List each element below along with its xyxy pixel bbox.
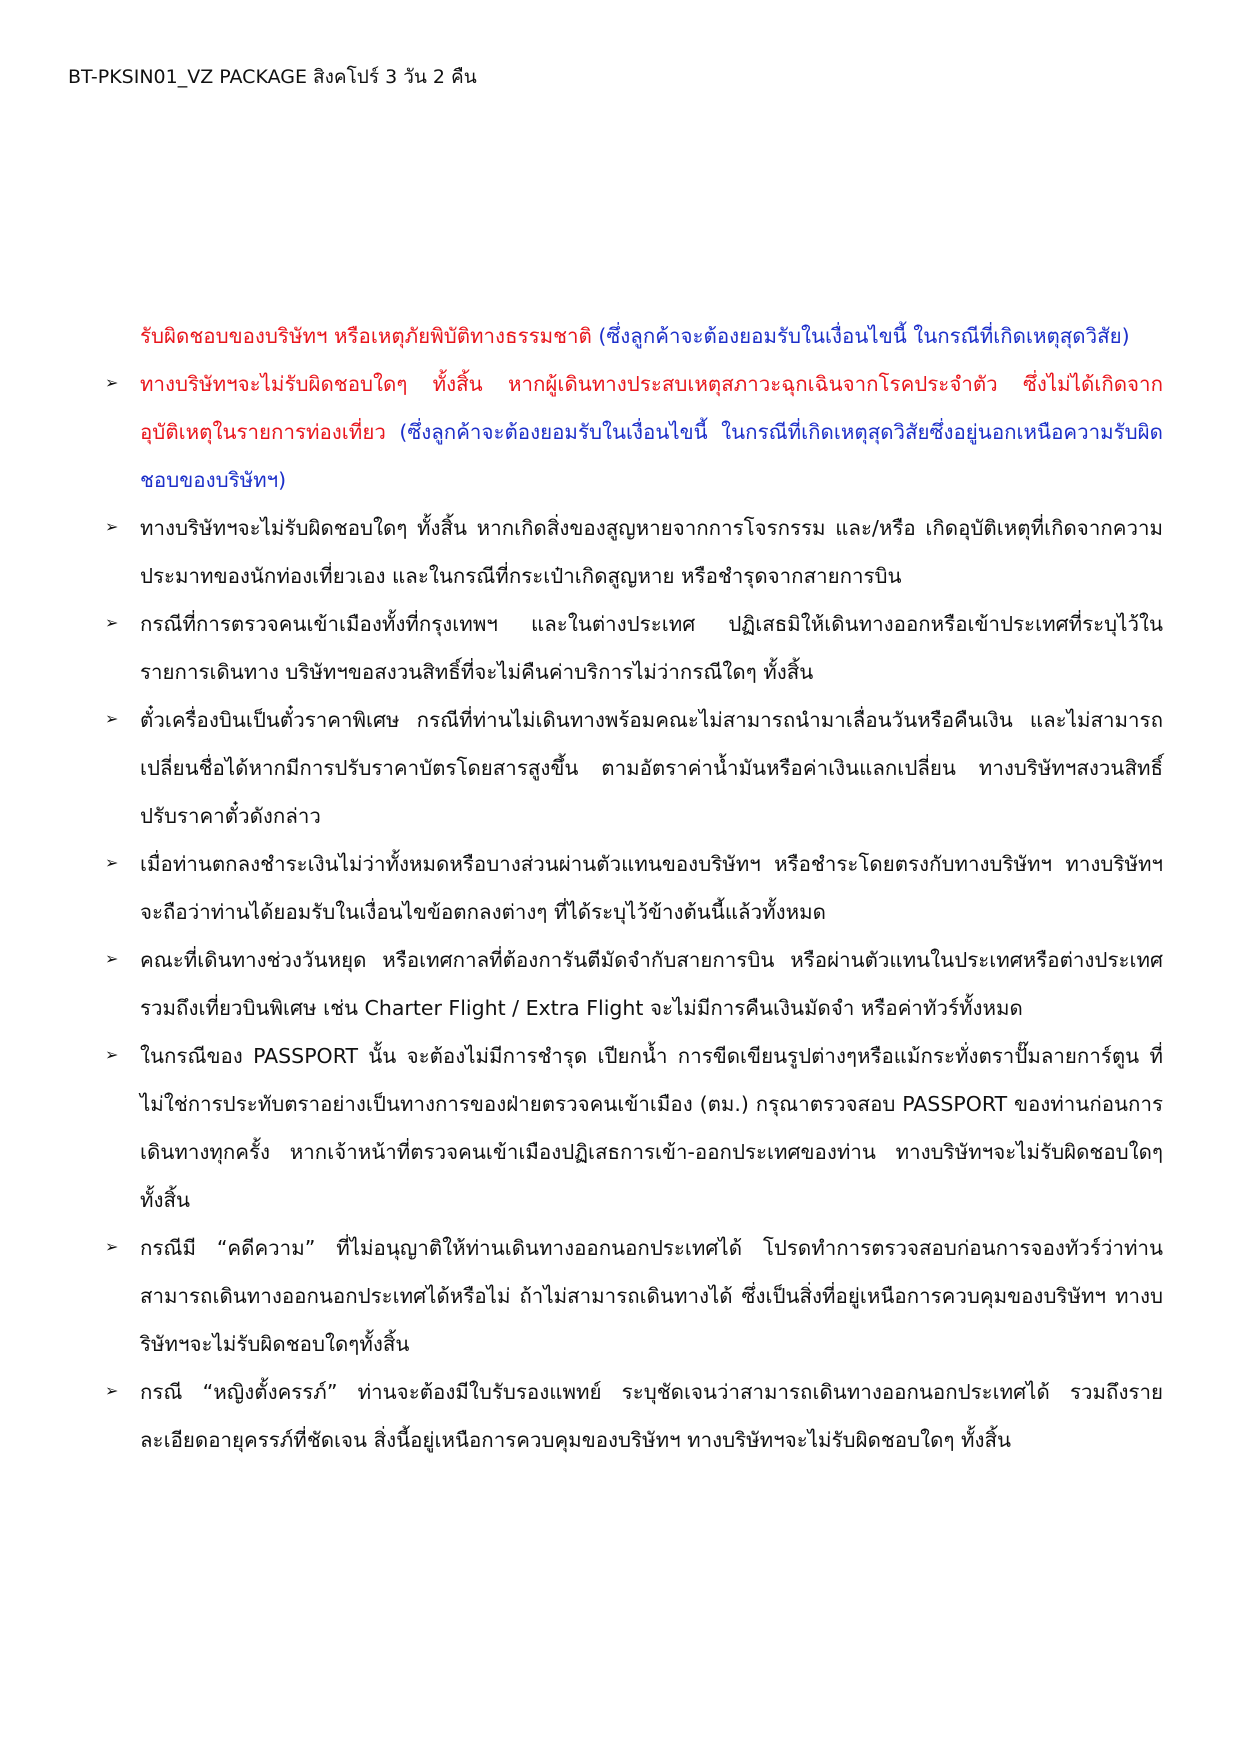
rule-text: กรณี “หญิงตั้งครรภ์” ท่านจะต้องมีใบรับรองแพทย์ ระบุชัดเจนว่าสามารถเดินทางออกนอกประเทศได้ รวมถึงรายละเอียดอายุครรภ์ที่ชัดเจน สิ่งนี้อยู่เหนือการควบคุมของบริษัทฯ ทางบริษัทฯจะไม่รับผิดชอบใดๆ ทั้งสิ้น: [140, 1380, 1163, 1452]
rule-item: [105, 1032, 1163, 1224]
intro-red-text: รับผิดชอบของบริษัทฯ หรือเหตุภัยพิบัติทางธรรมชาติ: [140, 324, 599, 348]
arrowhead-bullet-icon: ➢: [105, 1381, 119, 1400]
rule-item: [105, 600, 1163, 696]
rule-text: ตั๋วเครื่องบินเป็นตั๋วราคาพิเศษ กรณีที่ท่านไม่เดินทางพร้อมคณะไม่สามารถนำมาเลื่อนวันหรือคืนเงิน และไม่สามารถเปลี่ยนชื่อได้หากมีการปรับราคาบัตรโดยสารสูงขึ้น ตามอัตราค่าน้ำมันหรือค่าเงินแลกเปลี่ยน ทางบริษัทฯสงวนสิทธิ์ปรับราคาตั๋วดังกล่าว: [140, 708, 1163, 828]
document-header: BT-PKSIN01_VZ PACKAGE สิงคโปร์ 3 วัน 2 คืน: [68, 66, 477, 88]
rule-text: ทางบริษัทฯจะไม่รับผิดชอบใดๆ ทั้งสิ้น หากเกิดสิ่งของสูญหายจากการโจรกรรม และ/หรือ เกิดอุบัติเหตุที่เกิดจากความประมาทของนักท่องเที่ยวเอง และในกรณีที่กระเป๋าเกิดสูญหาย หรือชำรุดจากสายการบิน: [140, 516, 1163, 588]
rule-item: [105, 1224, 1163, 1368]
intro-blue-text: (ซึ่งลูกค้าจะต้องยอมรับในเงื่อนไขนี้ ในกรณีที่เกิดเหตุสุดวิสัย): [598, 324, 1130, 348]
arrowhead-bullet-icon: ➢: [105, 709, 119, 728]
rule-blue-text: (ซึ่งลูกค้าจะต้องยอมรับในเงื่อนไขนี้ ในกรณีที่เกิดเหตุสุดวิสัยซึ่งอยู่นอกเหนือความรับผิดชอบของบริษัทฯ): [140, 420, 1163, 492]
arrowhead-bullet-icon: ➢: [105, 613, 119, 632]
rule-item: [105, 1368, 1163, 1464]
arrowhead-bullet-icon: ➢: [105, 1237, 119, 1256]
rule-text: คณะที่เดินทางช่วงวันหยุด หรือเทศกาลที่ต้องการันตีมัดจำกับสายการบิน หรือผ่านตัวแทนในประเทศหรือต่างประเทศ รวมถึงเที่ยวบินพิเศษ เช่น Charter Flight / Extra Flight จะไม่มีการคืนเงินมัดจำ หรือค่าทัวร์ทั้งหมด: [140, 948, 1163, 1020]
arrowhead-bullet-icon: ➢: [105, 517, 119, 536]
rule-text: [140, 360, 1163, 504]
rules-list: [105, 360, 1163, 1464]
rule-text: เมื่อท่านตกลงชำระเงินไม่ว่าทั้งหมดหรือบางส่วนผ่านตัวแทนของบริษัทฯ หรือชำระโดยตรงกับทางบริษัทฯ ทางบริษัทฯจะถือว่าท่านได้ยอมรับในเงื่อนไขข้อตกลงต่างๆ ที่ได้ระบุไว้ข้างต้นนี้แล้วทั้งหมด: [140, 852, 1163, 924]
intro-paragraph: [105, 312, 1163, 360]
terms-content: [105, 312, 1163, 1464]
rule-text: กรณีมี “คดีความ” ที่ไม่อนุญาติให้ท่านเดินทางออกนอกประเทศได้ โปรดทำการตรวจสอบก่อนการจองทัวร์ว่าท่านสามารถเดินทางออกนอกประเทศได้หรือไม่ ถ้าไม่สามารถเดินทางได้ ซึ่งเป็นสิ่งที่อยู่เหนือการควบคุมของบริษัทฯ ทางบริษัทฯจะไม่รับผิดชอบใดๆทั้งสิ้น: [140, 1236, 1163, 1356]
rule-item: [105, 360, 1163, 504]
arrowhead-bullet-icon: ➢: [105, 373, 119, 392]
arrowhead-bullet-icon: ➢: [105, 853, 119, 872]
arrowhead-bullet-icon: ➢: [105, 949, 119, 968]
rule-item: [105, 504, 1163, 600]
rule-item: [105, 936, 1163, 1032]
rule-item: [105, 696, 1163, 840]
rule-text: ในกรณีของ PASSPORT นั้น จะต้องไม่มีการชำรุด เปียกน้ำ การขีดเขียนรูปต่างๆหรือแม้กระทั่งตราปั๊มลายการ์ตูน ที่ไม่ใช่การประทับตราอย่างเป็นทางการของฝ่ายตรวจคนเข้าเมือง (ตม.) กรุณาตรวจสอบ PASSPORT ของท่านก่อนการเดินทางทุกครั้ง หากเจ้าหน้าที่ตรวจคนเข้าเมืองปฏิเสธการเข้า-ออกประเทศของท่าน ทางบริษัทฯจะไม่รับผิดชอบใดๆ ทั้งสิ้น: [140, 1044, 1163, 1212]
arrowhead-bullet-icon: ➢: [105, 1045, 119, 1064]
rule-red-text: ทางบริษัทฯจะไม่รับผิดชอบใดๆ ทั้งสิ้น หากผู้เดินทางประสบเหตุสภาวะฉุกเฉินจากโรคประจำตัว ซึ่งไม่ได้เกิดจากอุบัติเหตุในรายการท่องเที่ยว: [140, 372, 1163, 444]
rule-item: [105, 840, 1163, 936]
rule-text: กรณีที่การตรวจคนเข้าเมืองทั้งที่กรุงเทพฯ และในต่างประเทศ ปฏิเสธมิให้เดินทางออกหรือเข้าประเทศที่ระบุไว้ในรายการเดินทาง บริษัทฯขอสงวนสิทธิ์ที่จะไม่คืนค่าบริการไม่ว่ากรณีใดๆ ทั้งสิ้น: [140, 612, 1163, 684]
